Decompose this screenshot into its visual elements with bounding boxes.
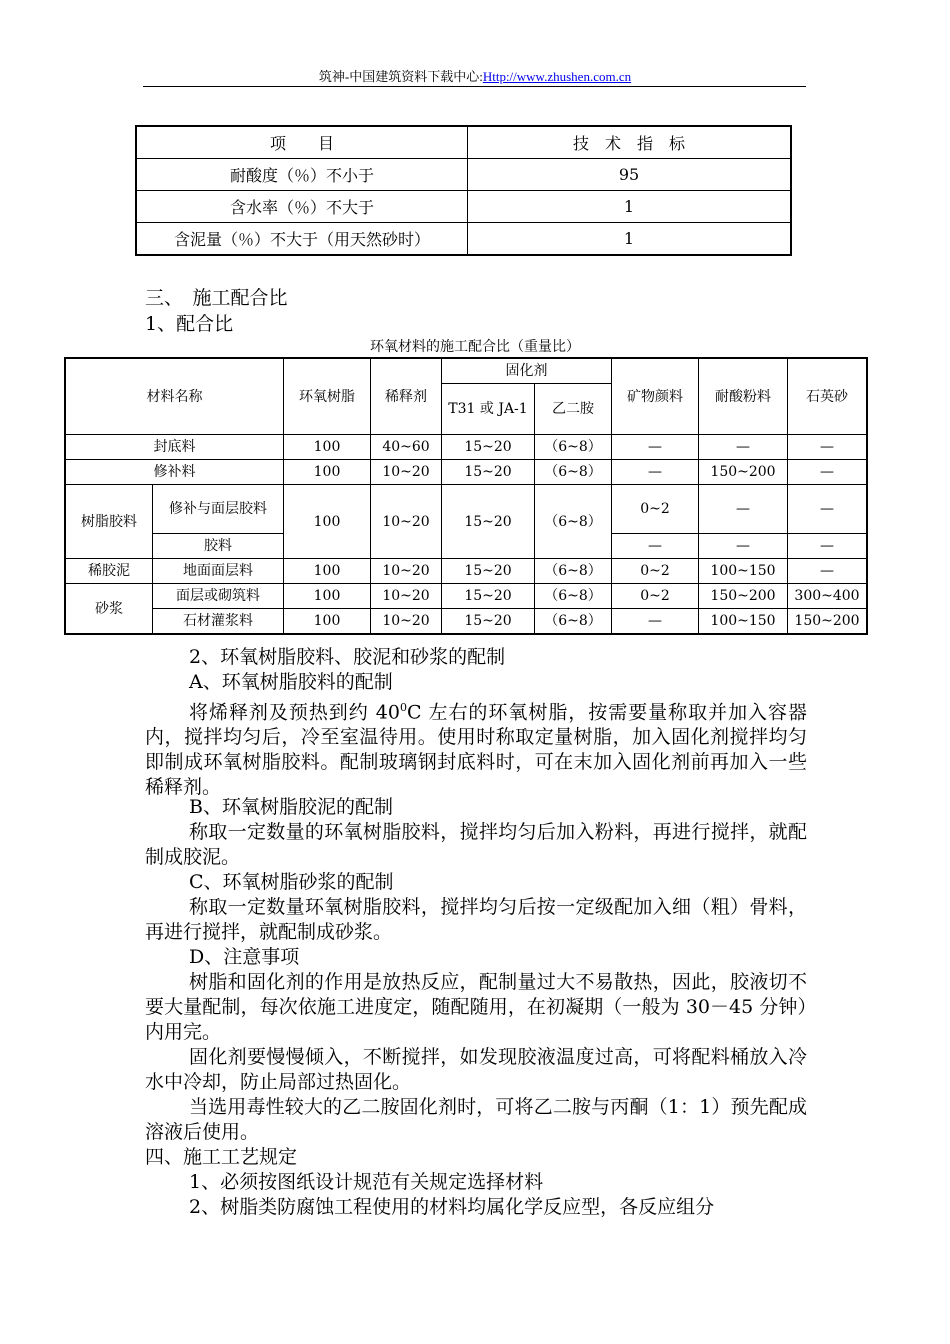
cell: 150~200 bbox=[699, 584, 788, 609]
cell: （6~8） bbox=[535, 435, 612, 460]
cell: — bbox=[612, 435, 699, 460]
group-mortar: 砂浆 bbox=[65, 584, 153, 635]
row-name: 修补与面层胶料 bbox=[153, 485, 284, 534]
cell: 15~20 bbox=[442, 460, 535, 485]
cell: — bbox=[612, 534, 699, 559]
table-row bbox=[65, 559, 867, 584]
head-acid-powder: 耐酸粉料 bbox=[699, 358, 788, 435]
cell: 100 bbox=[284, 460, 371, 485]
cell: （6~8） bbox=[535, 460, 612, 485]
rule-1: 1、必须按图纸设计规范有关规定选择材料 bbox=[189, 1171, 544, 1193]
table-caption: 环氧材料的施工配合比（重量比） bbox=[370, 339, 580, 355]
spec-cell: 含泥量（％）不大于（用天然砂时） bbox=[136, 223, 468, 256]
spec-head-item: 项 目 bbox=[136, 126, 468, 159]
row-name: 地面面层料 bbox=[153, 559, 284, 584]
head-pigment: 矿物颜料 bbox=[612, 358, 699, 435]
cell: — bbox=[788, 435, 868, 460]
cell: 10~20 bbox=[371, 559, 442, 584]
spec-cell: 耐酸度（％）不小于 bbox=[136, 159, 468, 191]
row-name: 封底料 bbox=[65, 435, 284, 460]
header-link[interactable]: Http://www.zhushen.com.cn bbox=[482, 69, 632, 84]
paragraph-d3: 当选用毒性较大的乙二胺固化剂时，可将乙二胺与丙酮（1：1）预先配成溶液后使用。 bbox=[145, 1096, 807, 1143]
head-quartz-sand: 石英砂 bbox=[788, 358, 868, 435]
heading-d: D、注意事项 bbox=[189, 946, 300, 968]
header-rule bbox=[143, 86, 806, 87]
heading-2: 2、环氧树脂胶料、胶泥和砂浆的配制 bbox=[189, 646, 506, 668]
heading-b: B、环氧树脂胶泥的配制 bbox=[189, 796, 393, 818]
table-row bbox=[65, 485, 867, 534]
table-row bbox=[136, 223, 791, 256]
paragraph-a-text1: 将烯释剂及预热到约 40 bbox=[189, 701, 400, 724]
cell: 0~2 bbox=[612, 584, 699, 609]
cell: 0~2 bbox=[612, 559, 699, 584]
cell: 10~20 bbox=[371, 485, 442, 559]
cell: 10~20 bbox=[371, 460, 442, 485]
heading-c: C、环氧树脂砂浆的配制 bbox=[189, 871, 394, 893]
cell: 15~20 bbox=[442, 435, 535, 460]
spec-cell: 1 bbox=[468, 223, 792, 256]
cell: 0~2 bbox=[612, 485, 699, 534]
cell: 150~200 bbox=[699, 460, 788, 485]
cell: 15~20 bbox=[442, 559, 535, 584]
mix-table bbox=[64, 357, 868, 635]
superscript-zero: 0 bbox=[399, 701, 407, 714]
spec-cell: 1 bbox=[468, 191, 792, 223]
cell: — bbox=[612, 609, 699, 635]
cell: — bbox=[788, 559, 868, 584]
table-row bbox=[65, 460, 867, 485]
cell: 300~400 bbox=[788, 584, 868, 609]
paragraph-a-text2: C 左右的环氧树脂，按需要量称取并加入容器内，搅拌均匀后，冷至室温待用。使用时称取定量树脂，加入固化剂搅拌均匀即制成环氧树脂胶料。配制玻璃钢封底料时，可在末加入固化剂前再加入一些稀释剂。 bbox=[145, 701, 807, 799]
table-row bbox=[65, 358, 867, 384]
header-prefix: 筑神-中国建筑资料下载中心: bbox=[318, 69, 483, 84]
paragraph-c: 称取一定数量环氧树脂胶料，搅拌均匀后按一定级配加入细（粗）骨料，再进行搅拌，就配制成砂浆。 bbox=[145, 896, 807, 943]
head-curing-t31: T31 或 JA-1 bbox=[442, 384, 535, 435]
section-four-title: 四、施工工艺规定 bbox=[145, 1146, 298, 1168]
cell: — bbox=[699, 435, 788, 460]
cell: 150~200 bbox=[788, 609, 868, 635]
rule-2: 2、树脂类防腐蚀工程使用的材料均属化学反应型，各反应组分 bbox=[189, 1196, 715, 1218]
table-row bbox=[65, 435, 867, 460]
spec-table bbox=[135, 125, 792, 256]
paragraph-b: 称取一定数量的环氧树脂胶料，搅拌均匀后加入粉料，再进行搅拌，就配制成胶泥。 bbox=[145, 821, 807, 868]
cell: 40~60 bbox=[371, 435, 442, 460]
subsection-title: 1、配合比 bbox=[145, 313, 234, 335]
table-row bbox=[136, 191, 791, 223]
cell: 15~20 bbox=[442, 584, 535, 609]
cell: （6~8） bbox=[535, 584, 612, 609]
head-curing: 固化剂 bbox=[442, 358, 612, 384]
cell: 100~150 bbox=[699, 609, 788, 635]
cell: — bbox=[788, 460, 868, 485]
spec-head-value: 技 术 指 标 bbox=[468, 126, 792, 159]
cell: — bbox=[699, 534, 788, 559]
cell: 100 bbox=[284, 584, 371, 609]
heading-a: A、环氧树脂胶料的配制 bbox=[189, 671, 393, 693]
row-name: 修补料 bbox=[65, 460, 284, 485]
cell: — bbox=[612, 460, 699, 485]
spec-cell: 95 bbox=[468, 159, 792, 191]
paragraph-a bbox=[145, 695, 807, 800]
paragraph-d1: 树脂和固化剂的作用是放热反应，配制量过大不易散热，因此，胶液切不要大量配制，每次依施工进度定，随配随用，在初凝期（一般为 30－45 分钟）内用完。 bbox=[145, 971, 807, 1043]
head-name: 材料名称 bbox=[65, 358, 284, 435]
page-header bbox=[0, 66, 950, 85]
cell: — bbox=[699, 485, 788, 534]
cell: （6~8） bbox=[535, 559, 612, 584]
table-row bbox=[65, 609, 867, 635]
cell: — bbox=[788, 485, 868, 534]
cell: 15~20 bbox=[442, 485, 535, 559]
cell: 100~150 bbox=[699, 559, 788, 584]
group-resin: 树脂胶料 bbox=[65, 485, 153, 559]
row-name: 面层或砌筑料 bbox=[153, 584, 284, 609]
cell: 100 bbox=[284, 435, 371, 460]
cell: 10~20 bbox=[371, 609, 442, 635]
table-row bbox=[65, 584, 867, 609]
spec-cell: 含水率（％）不大于 bbox=[136, 191, 468, 223]
cell: 100 bbox=[284, 609, 371, 635]
cell: — bbox=[788, 534, 868, 559]
row-name: 胶料 bbox=[153, 534, 284, 559]
group-putty: 稀胶泥 bbox=[65, 559, 153, 584]
table-row bbox=[136, 159, 791, 191]
paragraph-d2: 固化剂要慢慢倾入，不断搅拌，如发现胶液温度过高，可将配料桶放入冷水中冷却，防止局部过热固化。 bbox=[145, 1046, 807, 1093]
head-curing-ed: 乙二胺 bbox=[535, 384, 612, 435]
head-diluent: 稀释剂 bbox=[371, 358, 442, 435]
section-title: 三、 施工配合比 bbox=[145, 287, 288, 309]
head-epoxy: 环氧树脂 bbox=[284, 358, 371, 435]
cell: 100 bbox=[284, 485, 371, 559]
cell: （6~8） bbox=[535, 609, 612, 635]
cell: （6~8） bbox=[535, 485, 612, 559]
cell: 100 bbox=[284, 559, 371, 584]
cell: 10~20 bbox=[371, 584, 442, 609]
cell: 15~20 bbox=[442, 609, 535, 635]
row-name: 石材灌浆料 bbox=[153, 609, 284, 635]
table-row bbox=[136, 126, 791, 159]
